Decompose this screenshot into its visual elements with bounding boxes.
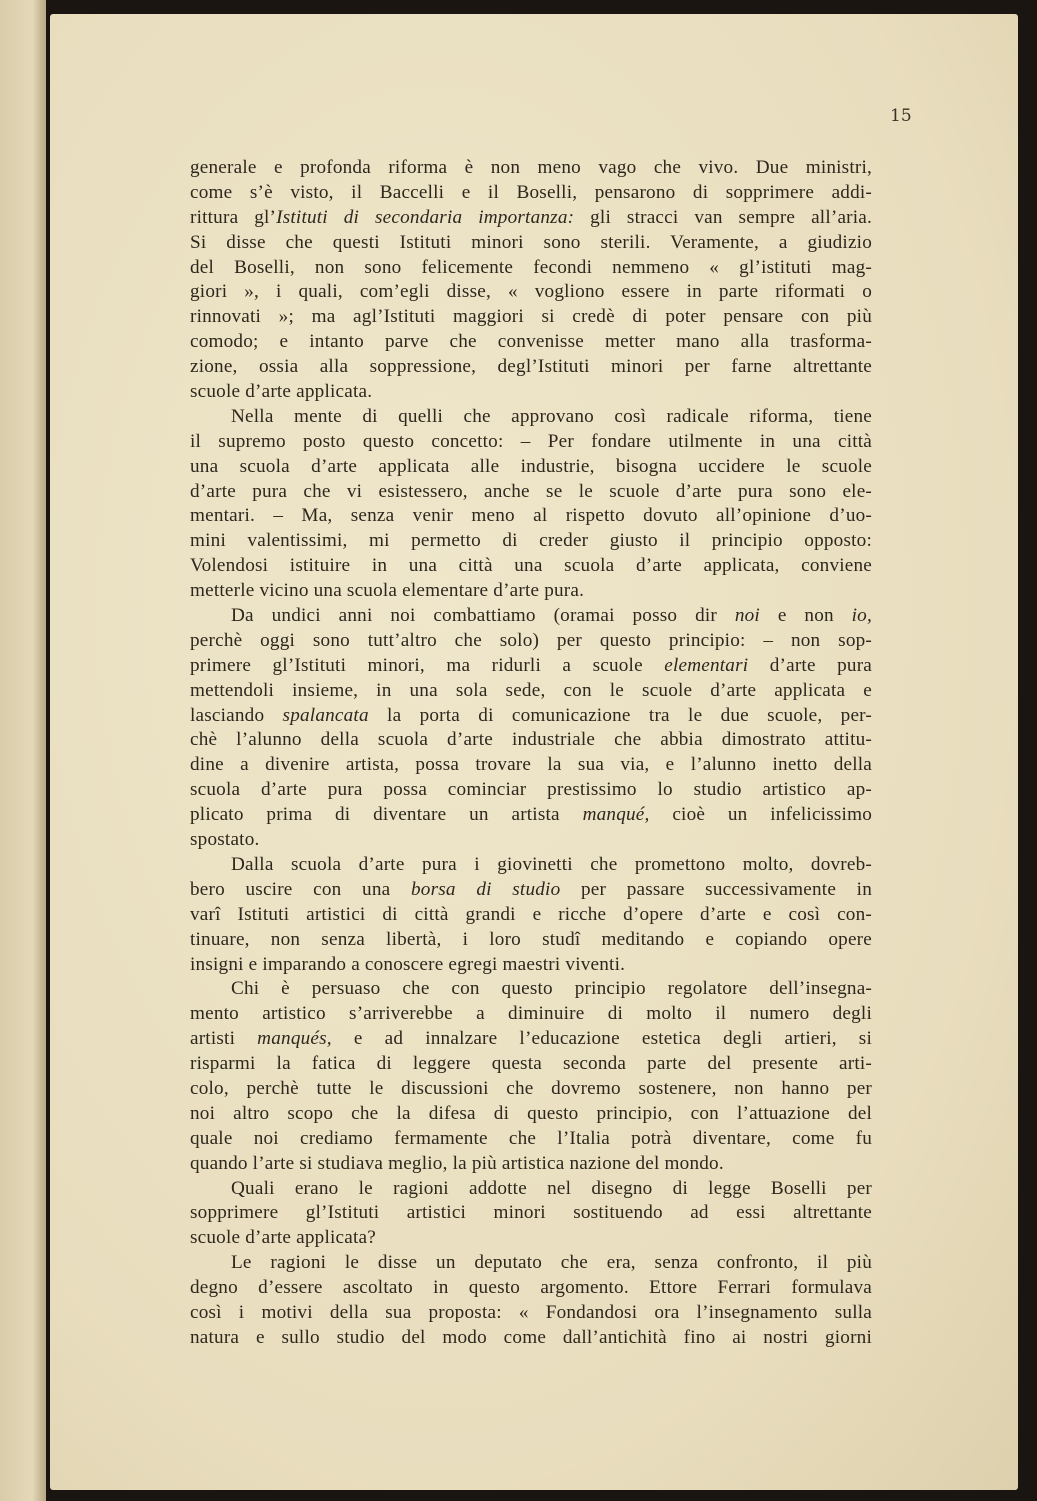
text-segment: scuola d’arte pura possa cominciar prestissimo lo studio artistico ap- bbox=[190, 779, 872, 801]
text-segment: d’arte pura bbox=[748, 654, 872, 676]
text-line bbox=[190, 256, 872, 281]
text-segment: spostato. bbox=[190, 829, 260, 851]
text-line bbox=[190, 305, 872, 330]
text-segment: sopprimere gl’Istituti artistici minori sostituendo ad essi altrettante bbox=[190, 1202, 872, 1224]
text-line bbox=[190, 1102, 872, 1127]
text-line bbox=[190, 853, 872, 878]
text-segment: noi altro scopo che la difesa di questo principio, con l’attuazione del bbox=[190, 1102, 872, 1124]
text-segment: varî Istituti artistici di città grandi e ricche d’opere d’arte e così con- bbox=[190, 903, 872, 925]
book-page bbox=[50, 14, 1018, 1490]
text-line bbox=[190, 181, 872, 206]
italic-text: elementari bbox=[664, 654, 749, 676]
text-line bbox=[190, 330, 872, 355]
body-text bbox=[190, 156, 872, 1351]
text-line bbox=[190, 156, 872, 181]
text-line bbox=[190, 903, 872, 928]
paragraph bbox=[190, 156, 872, 405]
text-segment: metterle vicino una scuola elementare d’arte pura. bbox=[190, 580, 585, 602]
text-segment: rittura gl’ bbox=[190, 206, 277, 228]
text-line bbox=[190, 1152, 872, 1177]
text-segment: plicato prima di diventare un artista bbox=[190, 804, 583, 826]
text-line bbox=[190, 828, 872, 853]
text-line bbox=[190, 1251, 872, 1276]
text-line bbox=[190, 1127, 872, 1152]
text-line bbox=[190, 380, 872, 405]
text-segment: Dalla scuola d’arte pura i giovinetti che promettono molto, dovreb- bbox=[231, 853, 872, 875]
text-line bbox=[190, 654, 872, 679]
text-segment: degno d’essere ascoltato in questo argomento. Ettore Ferrari formulava bbox=[190, 1277, 872, 1299]
text-segment: Nella mente di quelli che approvano così radicale riforma, tiene bbox=[231, 405, 872, 427]
text-segment: il supremo posto questo concetto: – Per fondare utilmente in una città bbox=[190, 430, 872, 452]
text-line bbox=[190, 704, 872, 729]
text-line bbox=[190, 355, 872, 380]
text-line bbox=[190, 1276, 872, 1301]
text-segment: dine a divenire artista, possa trovare la sua via, e l’alunno inetto della bbox=[190, 754, 872, 776]
text-segment: d’arte pura che vi esistessero, anche se le scuole d’arte pura sono ele- bbox=[190, 480, 872, 502]
text-segment: e non bbox=[759, 605, 852, 627]
text-line bbox=[190, 1077, 872, 1102]
text-line bbox=[190, 280, 872, 305]
text-segment: Le ragioni le disse un deputato che era, senza confronto, il più bbox=[231, 1252, 872, 1274]
italic-text: io, bbox=[851, 605, 872, 627]
text-segment: mento artistico s’arriverebbe a diminuire di molto il numero degli bbox=[190, 1003, 872, 1025]
paragraph bbox=[190, 977, 872, 1176]
text-segment: primere gl’Istituti minori, ma ridurli a scuole bbox=[190, 654, 665, 676]
text-line bbox=[190, 405, 872, 430]
text-segment: artisti bbox=[190, 1028, 258, 1050]
text-line bbox=[190, 878, 872, 903]
text-segment: una scuola d’arte applicata alle industrie, bisogna uccidere le scuole bbox=[190, 455, 872, 477]
text-segment: Quali erano le ragioni addotte nel disegno di legge Boselli per bbox=[231, 1177, 872, 1199]
paragraph bbox=[190, 853, 872, 977]
text-line bbox=[190, 1027, 872, 1052]
text-line bbox=[190, 430, 872, 455]
text-segment: Da undici anni noi combattiamo (oramai posso dir bbox=[231, 605, 735, 627]
text-segment: perchè oggi sono tutt’altro che solo) per questo principio: – non sop- bbox=[190, 629, 872, 651]
text-segment: zione, ossia alla soppressione, degl’Istituti minori per farne altrettante bbox=[190, 356, 872, 378]
text-line bbox=[190, 231, 872, 256]
text-segment: Volendosi istituire in una città una scuola d’arte applicata, conviene bbox=[190, 555, 872, 577]
text-segment: colo, perchè tutte le discussioni che dovremo sostenere, non hanno per bbox=[190, 1077, 872, 1099]
text-segment: cioè un infelicissimo bbox=[649, 804, 872, 826]
text-segment: rinnovati »; ma agl’Istituti maggiori si credè di poter pensare con più bbox=[190, 306, 872, 328]
text-segment: risparmi la fatica di leggere questa seconda parte del presente arti- bbox=[190, 1053, 872, 1075]
text-segment: lasciando bbox=[190, 704, 283, 726]
text-line bbox=[190, 728, 872, 753]
text-line bbox=[190, 1226, 872, 1251]
text-segment: quale noi crediamo fermamente che l’Italia potrà diventare, come fu bbox=[190, 1127, 872, 1149]
text-segment: Chi è persuaso che con questo principio regolatore dell’insegna- bbox=[231, 978, 872, 1000]
text-line bbox=[190, 928, 872, 953]
text-line bbox=[190, 1052, 872, 1077]
text-segment: scuole d’arte applicata? bbox=[190, 1227, 376, 1249]
text-segment: così i motivi della sua proposta: « Fondandosi ora l’insegnamento sulla bbox=[190, 1301, 872, 1323]
text-line bbox=[190, 679, 872, 704]
text-line bbox=[190, 953, 872, 978]
italic-text: borsa di studio bbox=[410, 878, 561, 900]
text-segment: insigni e imparando a conoscere egregi maestri viventi. bbox=[190, 953, 626, 975]
text-line bbox=[190, 1326, 872, 1351]
text-line bbox=[190, 1002, 872, 1027]
text-line bbox=[190, 554, 872, 579]
text-line bbox=[190, 977, 872, 1002]
italic-text: manqué, bbox=[582, 804, 650, 826]
text-segment: mettendoli insieme, in una sola sede, con le scuole d’arte applicata e bbox=[190, 679, 872, 701]
text-segment: come s’è visto, il Baccelli e il Boselli, pensarono di sopprimere addi- bbox=[190, 181, 872, 203]
text-line bbox=[190, 455, 872, 480]
text-segment: chè l’alunno della scuola d’arte industriale che abbia dimostrato attitu- bbox=[190, 729, 872, 751]
paragraph bbox=[190, 1177, 872, 1252]
text-segment: la porta di comunicazione tra le due scuole, per- bbox=[368, 704, 872, 726]
text-segment: e ad innalzare l’educazione estetica degli artieri, si bbox=[331, 1028, 872, 1050]
text-segment: gli stracci van sempre all’aria. bbox=[574, 206, 872, 228]
text-segment: generale e profonda riforma è non meno vago che vivo. Due ministri, bbox=[190, 157, 872, 178]
text-line bbox=[190, 778, 872, 803]
text-segment: natura e sullo studio del modo come dall’antichità fino ai nostri giorni bbox=[190, 1326, 872, 1348]
text-segment: bero uscire con una bbox=[190, 878, 411, 900]
text-segment: del Boselli, non sono felicemente fecondi nemmeno « gl’istituti mag- bbox=[190, 256, 872, 278]
text-line bbox=[190, 579, 872, 604]
text-line bbox=[190, 206, 872, 231]
text-segment: mini valentissimi, mi permetto di creder giusto il principio opposto: bbox=[190, 530, 872, 552]
paragraph bbox=[190, 604, 872, 853]
text-line bbox=[190, 529, 872, 554]
text-segment: scuole d’arte applicata. bbox=[190, 381, 373, 403]
text-line bbox=[190, 480, 872, 505]
page-number: 15 bbox=[890, 106, 912, 126]
text-line bbox=[190, 629, 872, 654]
previous-page-edge bbox=[0, 0, 46, 1501]
text-segment: comodo; e intanto parve che convenisse metter mano alla trasforma- bbox=[190, 331, 872, 353]
text-line bbox=[190, 504, 872, 529]
italic-text: spalancata bbox=[282, 704, 369, 726]
paragraph bbox=[190, 1251, 872, 1351]
text-segment: mentari. – Ma, senza venir meno al rispetto dovuto all’opinione d’uo- bbox=[190, 505, 872, 527]
text-line bbox=[190, 1177, 872, 1202]
paragraph bbox=[190, 405, 872, 604]
italic-text: noi bbox=[734, 605, 760, 627]
italic-text: manqués, bbox=[257, 1028, 332, 1050]
text-line bbox=[190, 1301, 872, 1326]
text-segment: per passare successivamente in bbox=[560, 878, 872, 900]
text-segment: Si disse che questi Istituti minori sono sterili. Veramente, a giudizio bbox=[190, 231, 872, 253]
text-line bbox=[190, 1201, 872, 1226]
text-segment: tinuare, non senza libertà, i loro studî meditando e copiando opere bbox=[190, 928, 872, 950]
text-line bbox=[190, 753, 872, 778]
text-segment: giori », i quali, com’egli disse, « vogliono essere in parte riformati o bbox=[190, 281, 872, 303]
text-line bbox=[190, 604, 872, 629]
text-segment: quando l’arte si studiava meglio, la più artistica nazione del mondo. bbox=[190, 1152, 724, 1174]
italic-text: Istituti di secondaria importanza: bbox=[276, 206, 575, 228]
text-line bbox=[190, 803, 872, 828]
